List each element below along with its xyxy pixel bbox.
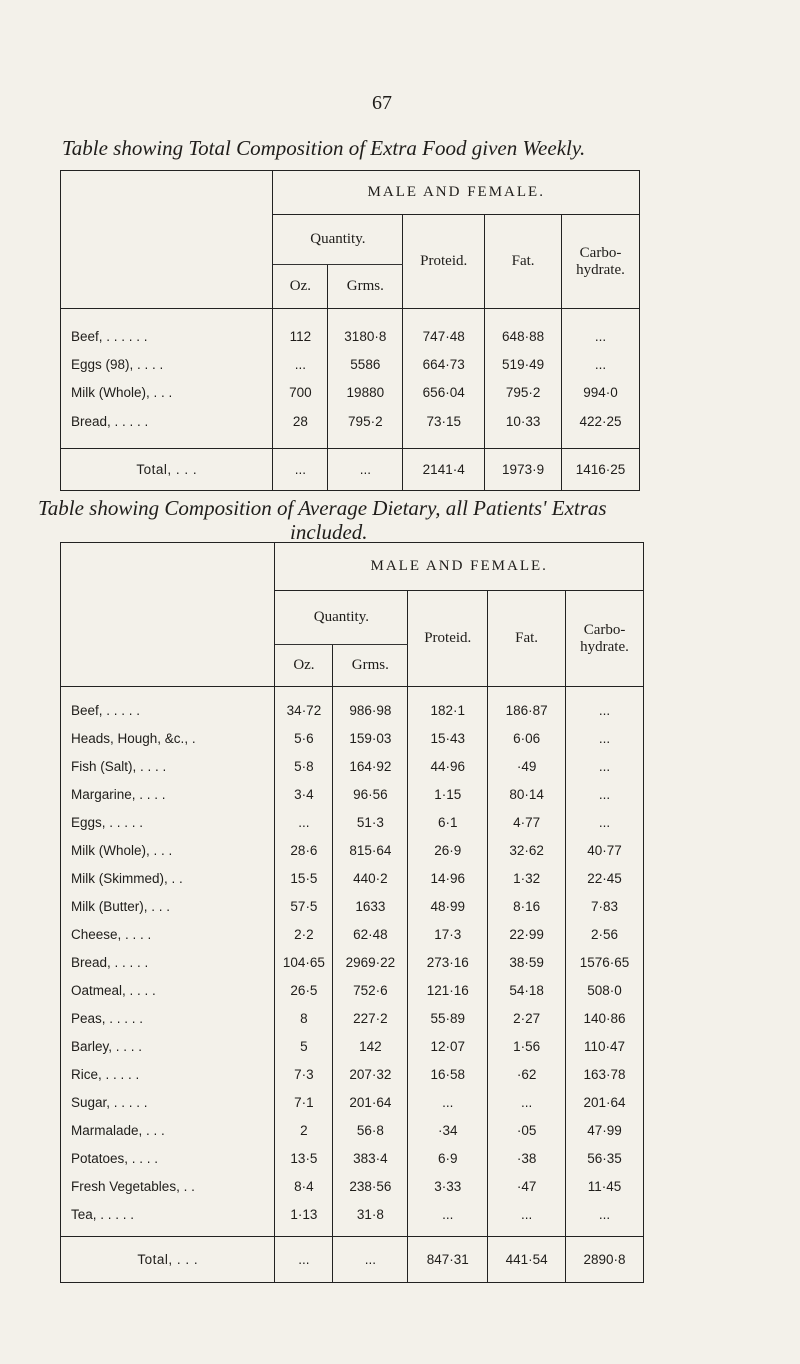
grms-cell: 19880 (328, 379, 403, 407)
carbo-cell: 47·99 (566, 1117, 644, 1145)
table-row (61, 351, 640, 379)
oz-cell: 7·1 (275, 1089, 333, 1117)
proteid-cell: ... (408, 1201, 488, 1229)
proteid-cell: 55·89 (408, 1005, 488, 1033)
oz-cell: 13·5 (275, 1145, 333, 1173)
grms-cell: 207·32 (333, 1061, 408, 1089)
grms-cell: 752·6 (333, 977, 408, 1005)
table-row (61, 1173, 644, 1201)
fat-cell: 10·33 (485, 407, 562, 437)
table1-proteid-header: Proteid. (403, 215, 485, 309)
grms-cell: 2969·22 (333, 949, 408, 977)
table-row (61, 977, 644, 1005)
carbo-cell: 11·45 (566, 1173, 644, 1201)
proteid-cell: 16·58 (408, 1061, 488, 1089)
carbo-cell: 994·0 (562, 379, 640, 407)
table-row (61, 323, 640, 351)
table2-caption (38, 496, 780, 544)
fat-cell: 1·56 (488, 1033, 566, 1061)
proteid-cell: 44·96 (408, 753, 488, 781)
proteid-cell: 14·96 (408, 865, 488, 893)
food-name: Sugar, . . . . . (61, 1089, 275, 1117)
proteid-cell: 664·73 (403, 351, 485, 379)
carbo-cell: 56·35 (566, 1145, 644, 1173)
fat-cell: 80·14 (488, 781, 566, 809)
grms-cell: 1633 (333, 893, 408, 921)
grms-cell: 51·3 (333, 809, 408, 837)
food-name: Tea, . . . . . (61, 1201, 275, 1229)
oz-cell: 26·5 (275, 977, 333, 1005)
proteid-cell: 48·99 (408, 893, 488, 921)
proteid-cell: 6·1 (408, 809, 488, 837)
oz-cell: 34·72 (275, 697, 333, 725)
grms-cell: 31·8 (333, 1201, 408, 1229)
grms-cell: 56·8 (333, 1117, 408, 1145)
proteid-cell: 2141·4 (403, 449, 485, 491)
table2-caption-line2: included. (290, 520, 368, 544)
grms-cell: 96·56 (333, 781, 408, 809)
food-name: Cheese, . . . . (61, 921, 275, 949)
table-row (61, 379, 640, 407)
food-name: Heads, Hough, &c., . (61, 725, 275, 753)
oz-cell: 104·65 (275, 949, 333, 977)
table-row (61, 949, 644, 977)
food-name: Milk (Butter), . . . (61, 893, 275, 921)
oz-cell: ... (275, 809, 333, 837)
proteid-cell: 17·3 (408, 921, 488, 949)
fat-cell: 1973·9 (485, 449, 562, 491)
carbo-cell: 110·47 (566, 1033, 644, 1061)
fat-cell: 648·88 (485, 323, 562, 351)
carbo-cell: 1416·25 (562, 449, 640, 491)
carbo-cell: 7·83 (566, 893, 644, 921)
table-row (61, 1005, 644, 1033)
food-name: Milk (Whole), . . . (61, 837, 275, 865)
food-name: Bread, . . . . . (61, 949, 275, 977)
fat-cell: ·05 (488, 1117, 566, 1145)
table-row (61, 837, 644, 865)
table-row (61, 1117, 644, 1145)
grms-cell: 201·64 (333, 1089, 408, 1117)
grms-cell: 142 (333, 1033, 408, 1061)
carbo-cell: 1576·65 (566, 949, 644, 977)
proteid-cell: 3·33 (408, 1173, 488, 1201)
fat-cell: ·38 (488, 1145, 566, 1173)
table1-quantity-header: Quantity. (273, 215, 403, 265)
proteid-cell: 747·48 (403, 323, 485, 351)
oz-cell: 1·13 (275, 1201, 333, 1229)
food-name: Peas, . . . . . (61, 1005, 275, 1033)
food-name: Eggs (98), . . . . (61, 351, 273, 379)
oz-cell: 28 (273, 407, 328, 437)
total-row (61, 1237, 644, 1283)
proteid-cell: 73·15 (403, 407, 485, 437)
food-name: Oatmeal, . . . . (61, 977, 275, 1005)
fat-cell: ·49 (488, 753, 566, 781)
grms-cell: 986·98 (333, 697, 408, 725)
table2-fat-header: Fat. (488, 591, 566, 687)
fat-cell: 8·16 (488, 893, 566, 921)
table1-blank-header (61, 171, 273, 309)
food-name: Beef, . . . . . (61, 697, 275, 725)
table-row (61, 697, 644, 725)
table-row (61, 865, 644, 893)
food-name: Milk (Skimmed), . . (61, 865, 275, 893)
carbo-cell: 201·64 (566, 1089, 644, 1117)
total-label: Total, . . . (61, 449, 273, 491)
page-number: 67 (372, 92, 392, 114)
grms-cell: 3180·8 (328, 323, 403, 351)
oz-cell: 28·6 (275, 837, 333, 865)
fat-cell: 6·06 (488, 725, 566, 753)
oz-cell: 112 (273, 323, 328, 351)
carbo-cell: 2890·8 (566, 1237, 644, 1283)
food-name: Potatoes, . . . . (61, 1145, 275, 1173)
oz-cell: 5 (275, 1033, 333, 1061)
food-name: Fish (Salt), . . . . (61, 753, 275, 781)
proteid-cell: ... (408, 1089, 488, 1117)
fat-cell: 54·18 (488, 977, 566, 1005)
food-name: Eggs, . . . . . (61, 809, 275, 837)
table-row (61, 753, 644, 781)
table-row (61, 1089, 644, 1117)
oz-cell: 57·5 (275, 893, 333, 921)
food-name: Barley, . . . . (61, 1033, 275, 1061)
table2-oz-header: Oz. (275, 645, 333, 687)
table2-quantity-header: Quantity. (275, 591, 408, 645)
proteid-cell: 15·43 (408, 725, 488, 753)
table1-caption: Table showing Total Composition of Extra Food given Weekly. (62, 136, 586, 160)
table-row (61, 809, 644, 837)
proteid-cell: 847·31 (408, 1237, 488, 1283)
fat-cell: 4·77 (488, 809, 566, 837)
fat-cell: 32·62 (488, 837, 566, 865)
table1-group-header: MALE AND FEMALE. (273, 171, 640, 215)
grms-cell: 238·56 (333, 1173, 408, 1201)
oz-cell: ... (275, 1237, 333, 1283)
carbo-cell: ... (562, 323, 640, 351)
proteid-cell: 1·15 (408, 781, 488, 809)
table2-carbo-header: Carbo-hydrate. (566, 591, 644, 687)
fat-cell: 2·27 (488, 1005, 566, 1033)
table1-grms-header: Grms. (328, 265, 403, 309)
table-row (61, 781, 644, 809)
carbo-cell: 2·56 (566, 921, 644, 949)
food-name: Marmalade, . . . (61, 1117, 275, 1145)
fat-cell: 795·2 (485, 379, 562, 407)
grms-cell: 383·4 (333, 1145, 408, 1173)
carbo-cell: ... (562, 351, 640, 379)
carbo-cell: ... (566, 725, 644, 753)
proteid-cell: 273·16 (408, 949, 488, 977)
fat-cell: 441·54 (488, 1237, 566, 1283)
fat-cell: ·47 (488, 1173, 566, 1201)
food-name: Bread, . . . . . (61, 407, 273, 437)
table2-average-dietary (60, 542, 644, 1283)
table1-fat-header: Fat. (485, 215, 562, 309)
carbo-cell: ... (566, 809, 644, 837)
fat-cell: 1·32 (488, 865, 566, 893)
carbo-cell: ... (566, 697, 644, 725)
carbo-cell: 40·77 (566, 837, 644, 865)
table1-extra-food-weekly (60, 170, 640, 491)
fat-cell: ·62 (488, 1061, 566, 1089)
table2-group-header: MALE AND FEMALE. (275, 543, 644, 591)
oz-cell: 15·5 (275, 865, 333, 893)
fat-cell: ... (488, 1201, 566, 1229)
table-row (61, 921, 644, 949)
food-name: Milk (Whole), . . . (61, 379, 273, 407)
fat-cell: 186·87 (488, 697, 566, 725)
table-row (61, 1061, 644, 1089)
oz-cell: 5·6 (275, 725, 333, 753)
oz-cell: 700 (273, 379, 328, 407)
proteid-cell: 121·16 (408, 977, 488, 1005)
table1-oz-header: Oz. (273, 265, 328, 309)
oz-cell: ... (273, 351, 328, 379)
carbo-cell: ... (566, 753, 644, 781)
carbo-cell: ... (566, 1201, 644, 1229)
total-label: Total, . . . (61, 1237, 275, 1283)
table-row (61, 1145, 644, 1173)
oz-cell: 8 (275, 1005, 333, 1033)
table1-carbo-header: Carbo-hydrate. (562, 215, 640, 309)
proteid-cell: 656·04 (403, 379, 485, 407)
grms-cell: 227·2 (333, 1005, 408, 1033)
fat-cell: 38·59 (488, 949, 566, 977)
table-row (61, 1033, 644, 1061)
grms-cell: 795·2 (328, 407, 403, 437)
grms-cell: 62·48 (333, 921, 408, 949)
proteid-cell: 26·9 (408, 837, 488, 865)
table2-blank-header (61, 543, 275, 687)
food-name: Margarine, . . . . (61, 781, 275, 809)
proteid-cell: 12·07 (408, 1033, 488, 1061)
food-name: Fresh Vegetables, . . (61, 1173, 275, 1201)
fat-cell: ... (488, 1089, 566, 1117)
grms-cell: ... (328, 449, 403, 491)
oz-cell: 2 (275, 1117, 333, 1145)
oz-cell: 3·4 (275, 781, 333, 809)
table-row (61, 407, 640, 437)
fat-cell: 519·49 (485, 351, 562, 379)
grms-cell: 815·64 (333, 837, 408, 865)
grms-cell: 159·03 (333, 725, 408, 753)
grms-cell: 5586 (328, 351, 403, 379)
proteid-cell: ·34 (408, 1117, 488, 1145)
oz-cell: 5·8 (275, 753, 333, 781)
carbo-cell: 140·86 (566, 1005, 644, 1033)
oz-cell: ... (273, 449, 328, 491)
carbo-cell: 22·45 (566, 865, 644, 893)
carbo-cell: 163·78 (566, 1061, 644, 1089)
oz-cell: 2·2 (275, 921, 333, 949)
food-name: Rice, . . . . . (61, 1061, 275, 1089)
table-row (61, 893, 644, 921)
grms-cell: ... (333, 1237, 408, 1283)
total-row (61, 449, 640, 491)
table2-grms-header: Grms. (333, 645, 408, 687)
grms-cell: 164·92 (333, 753, 408, 781)
proteid-cell: 182·1 (408, 697, 488, 725)
food-name: Beef, . . . . . . (61, 323, 273, 351)
table-row (61, 1201, 644, 1229)
oz-cell: 8·4 (275, 1173, 333, 1201)
table2-caption-line1: Table showing Composition of Average Dietary, all Patients' Extras (38, 496, 607, 520)
fat-cell: 22·99 (488, 921, 566, 949)
oz-cell: 7·3 (275, 1061, 333, 1089)
proteid-cell: 6·9 (408, 1145, 488, 1173)
table2-proteid-header: Proteid. (408, 591, 488, 687)
table-row (61, 725, 644, 753)
carbo-cell: 508·0 (566, 977, 644, 1005)
carbo-cell: 422·25 (562, 407, 640, 437)
carbo-cell: ... (566, 781, 644, 809)
grms-cell: 440·2 (333, 865, 408, 893)
